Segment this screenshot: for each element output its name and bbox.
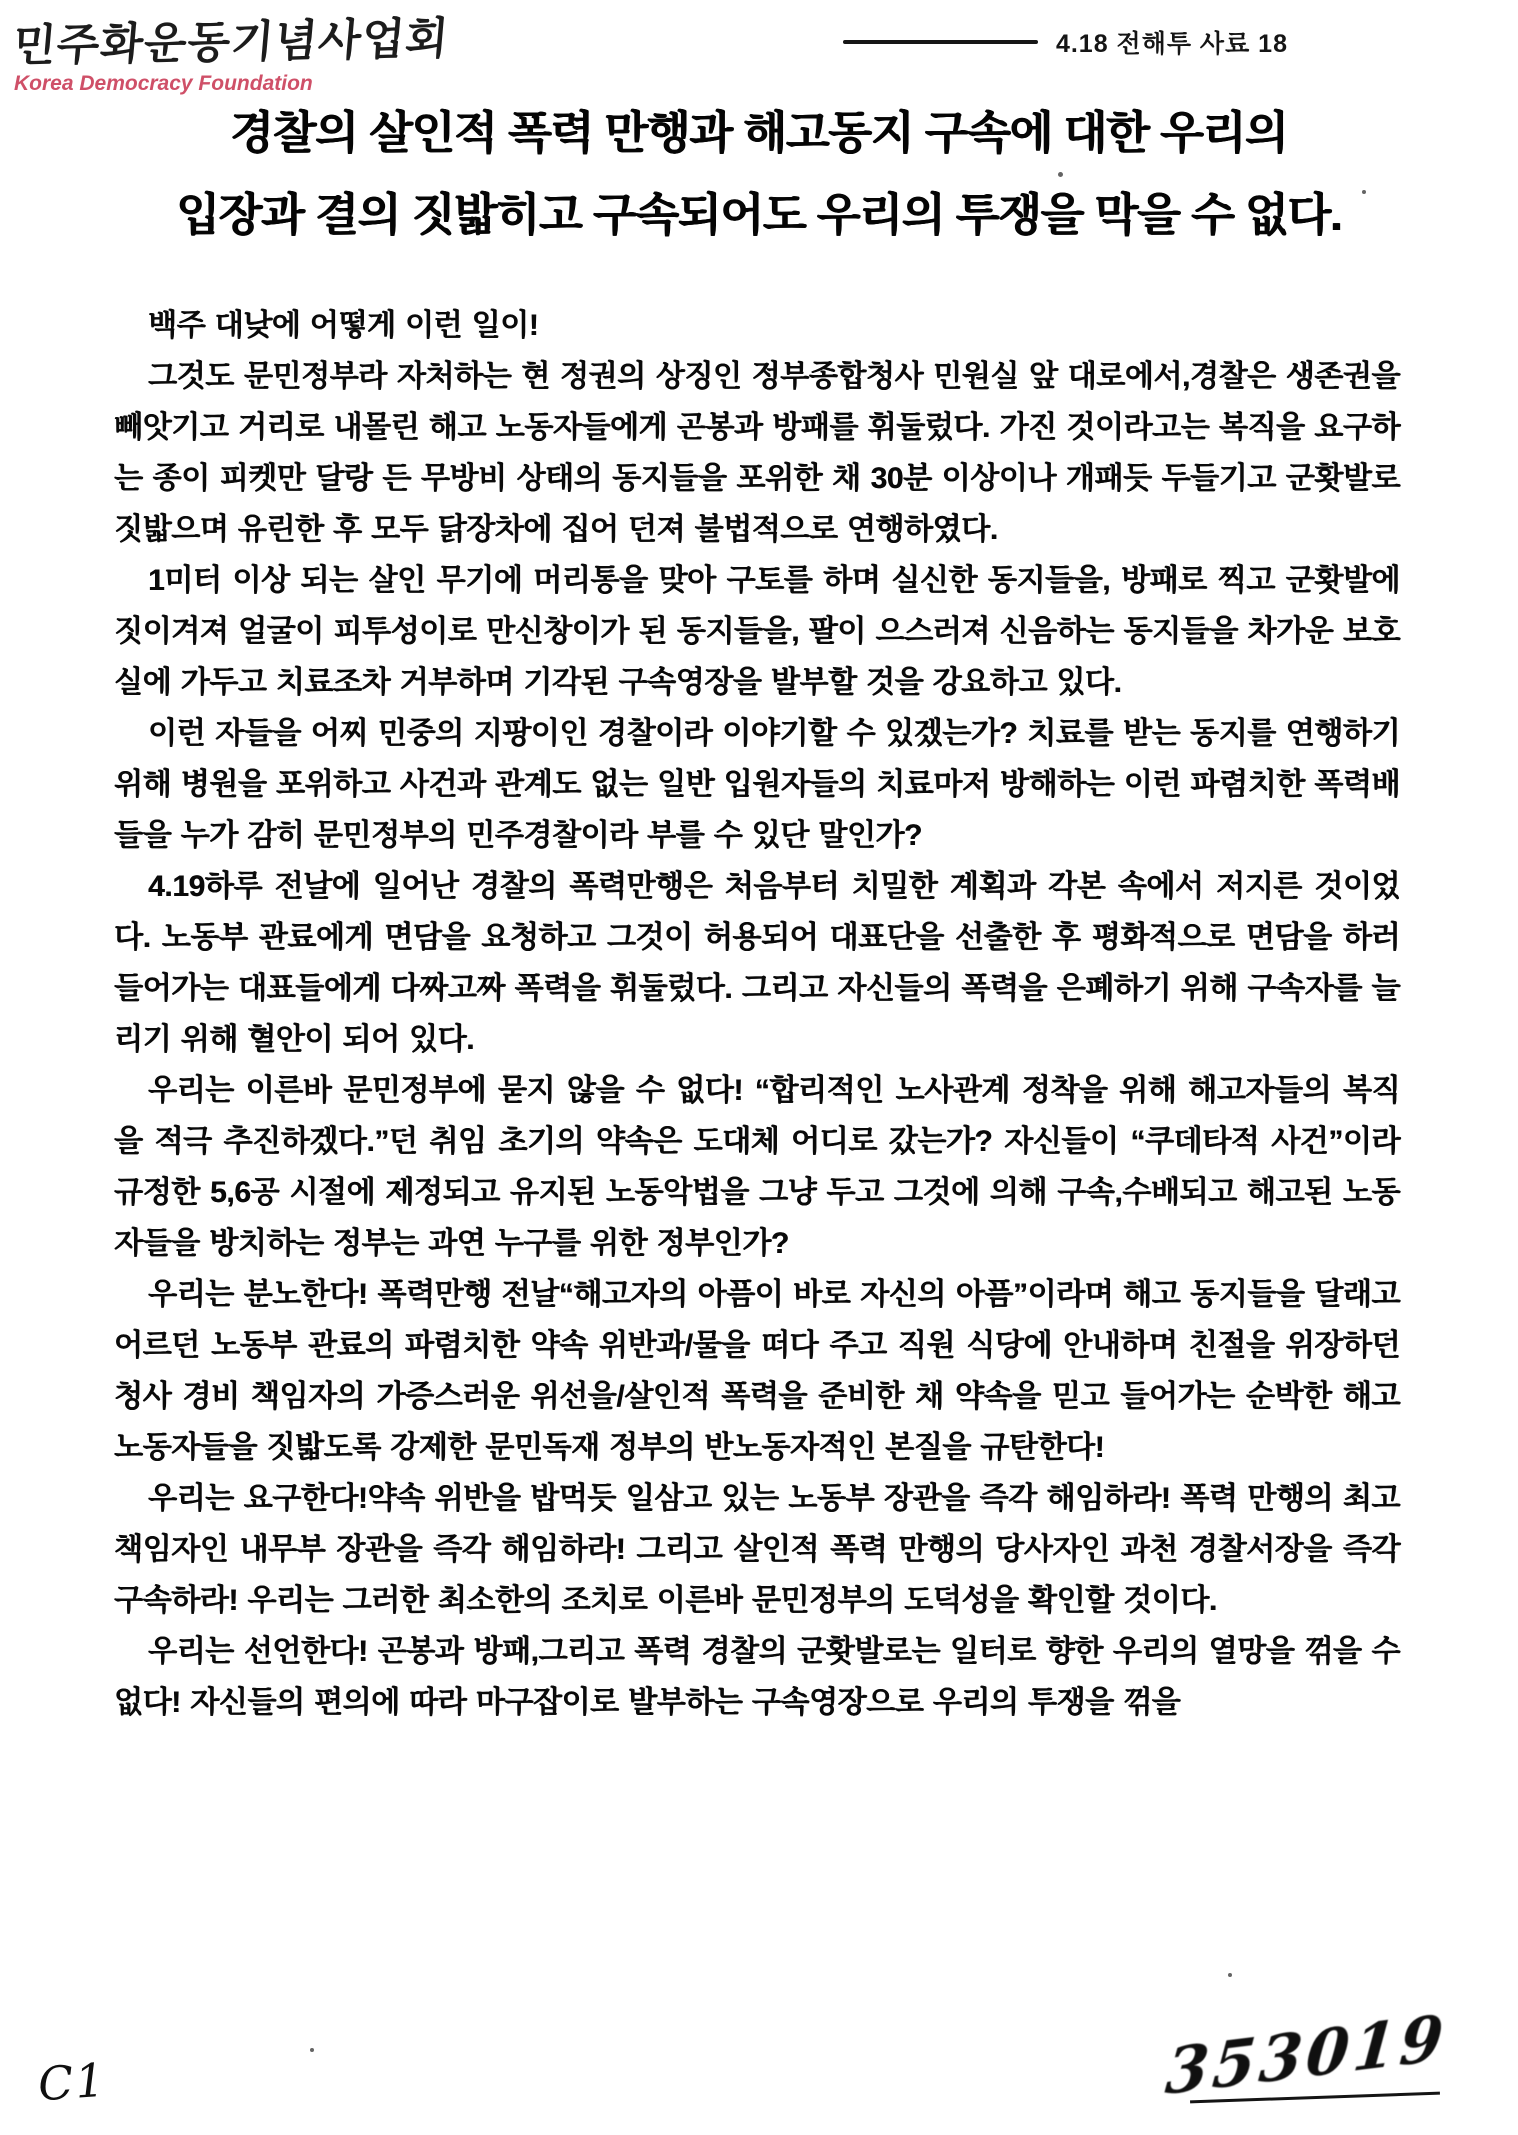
body-paragraph: 그것도 문민정부라 자처하는 현 정권의 상징인 정부종합청사 민원실 앞 대로에서,경찰은 생존권을 빼앗기고 거리로 내몰린 해고 노동자들에게 곤봉과 방패를 휘둘렀다. 가진 것이라고는 복직을 요구하는 종이 피켓만 달랑 든 무방비 상태의 동지들을 포위한 채 30분 이상이나 개패듯 두들기고 군홧발로 짓밟으며 유린한 후 모두 닭장차에 집어 던져 불법적으로 연행하였다. [114,360,1400,546]
kdf-logo [11,6,452,96]
body-paragraph: 백주 대낮에 어떻게 이런 일이! [148,309,539,342]
handwritten-page-mark: C1 [36,2052,109,2112]
body-paragraph: 우리는 요구한다!약속 위반을 밥먹듯 일삼고 있는 노동부 장관을 즉각 해임하라! 폭력 만행의 최고 책임자인 내무부 장관을 즉각 해임하라! 그리고 살인적 폭력 만행의 당사자인 과천 경찰서장을 즉각 구속하라! 우리는 그러한 최소한의 조치로 이른바 문민정부의 도덕성을 확인할 것이다. [114,1482,1400,1617]
body-paragraph: 우리는 이른바 문민정부에 묻지 않을 수 없다! “합리적인 노사관계 정착을 위해 해고자들의 복직을 적극 추진하겠다.”던 취임 초기의 약속은 도대체 어디로 갔는가? 자신들이 “쿠데타적 사건”이라 규정한 5,6공 시절에 제정되고 유지된 노동악법을 그냥 두고 그것에 의해 구속,수배되고 해고된 노동자들을 방치하는 정부는 과연 누구를 위한 정부인가? [114,1074,1400,1260]
document-title [60,92,1458,256]
archive-label: 4.18 전해투 사료 18 [1055,30,1288,58]
body-paragraph: 4.19하루 전날에 일어난 경찰의 폭력만행은 처음부터 치밀한 계획과 각본 속에서 저지른 것이었다. 노동부 관료에게 면담을 요청하고 그것이 허용되어 대표단을 선출한 후 평화적으로 면담을 하러 들어가는 대표들에게 다짜고짜 폭력을 휘둘렀다. 그리고 자신들의 폭력을 은폐하기 위해 구속자를 늘리기 위해 혈안이 되어 있다. [114,870,1400,1056]
handwritten-archive-number: 353019 [1162,2000,1451,2109]
kdf-logo-english: Korea Democracy Foundation [14,72,313,95]
body-paragraph: 우리는 선언한다! 곤봉과 방패,그리고 폭력 경찰의 군홧발로는 일터로 향한 우리의 열망을 꺾을 수 없다! 자신들의 편의에 따라 마구잡이로 발부하는 구속영장으로 우리의 투쟁을 꺾을 [114,1635,1400,1719]
archive-header [843,24,1288,60]
scan-speckle [1228,1973,1232,1977]
kdf-logo-korean-calligraphy: 민주화운동기념사업회 [11,13,452,72]
scan-speckle [310,2048,314,2052]
body-paragraph: 이런 자들을 어찌 민중의 지팡이인 경찰이라 이야기할 수 있겠는가? 치료를 받는 동지를 연행하기 위해 병원을 포위하고 사건과 관계도 없는 일반 입원자들의 치료마저 방해하는 이런 파렴치한 폭력배들을 누가 감히 문민정부의 민주경찰이라 부를 수 있단 말인가? [114,717,1400,852]
document-body [114,300,1400,1728]
body-paragraph: 1미터 이상 되는 살인 무기에 머리통을 맞아 구토를 하며 실신한 동지들을, 방패로 찍고 군홧발에 짓이겨져 얼굴이 피투성이로 만신창이가 된 동지들을, 팔이 으스러져 신음하는 동지들을 차가운 보호실에 가두고 치료조차 거부하며 기각된 구속영장을 발부할 것을 강요하고 있다. [114,564,1400,699]
header-rule-line [843,40,1038,44]
document-title-line2: 입장과 결의 짓밟히고 구속되어도 우리의 투쟁을 막을 수 없다. [176,189,1342,240]
scan-speckle [1362,190,1366,194]
scan-speckle [1058,172,1063,177]
body-paragraph: 우리는 분노한다! 폭력만행 전날“해고자의 아픔이 바로 자신의 아픔”이라며 해고 동지들을 달래고 어르던 노동부 관료의 파렴치한 약속 위반과/물을 떠다 주고 직원 식당에 안내하며 친절을 위장하던 청사 경비 책임자의 가증스러운 위선을/살인적 폭력을 준비한 채 약속을 믿고 들어가는 순박한 해고 노동자들을 짓밟도록 강제한 문민독재 정부의 반노동자적인 본질을 규탄한다! [114,1278,1400,1464]
document-title-line1: 경찰의 살인적 폭력 만행과 해고동지 구속에 대한 우리의 [230,107,1288,158]
